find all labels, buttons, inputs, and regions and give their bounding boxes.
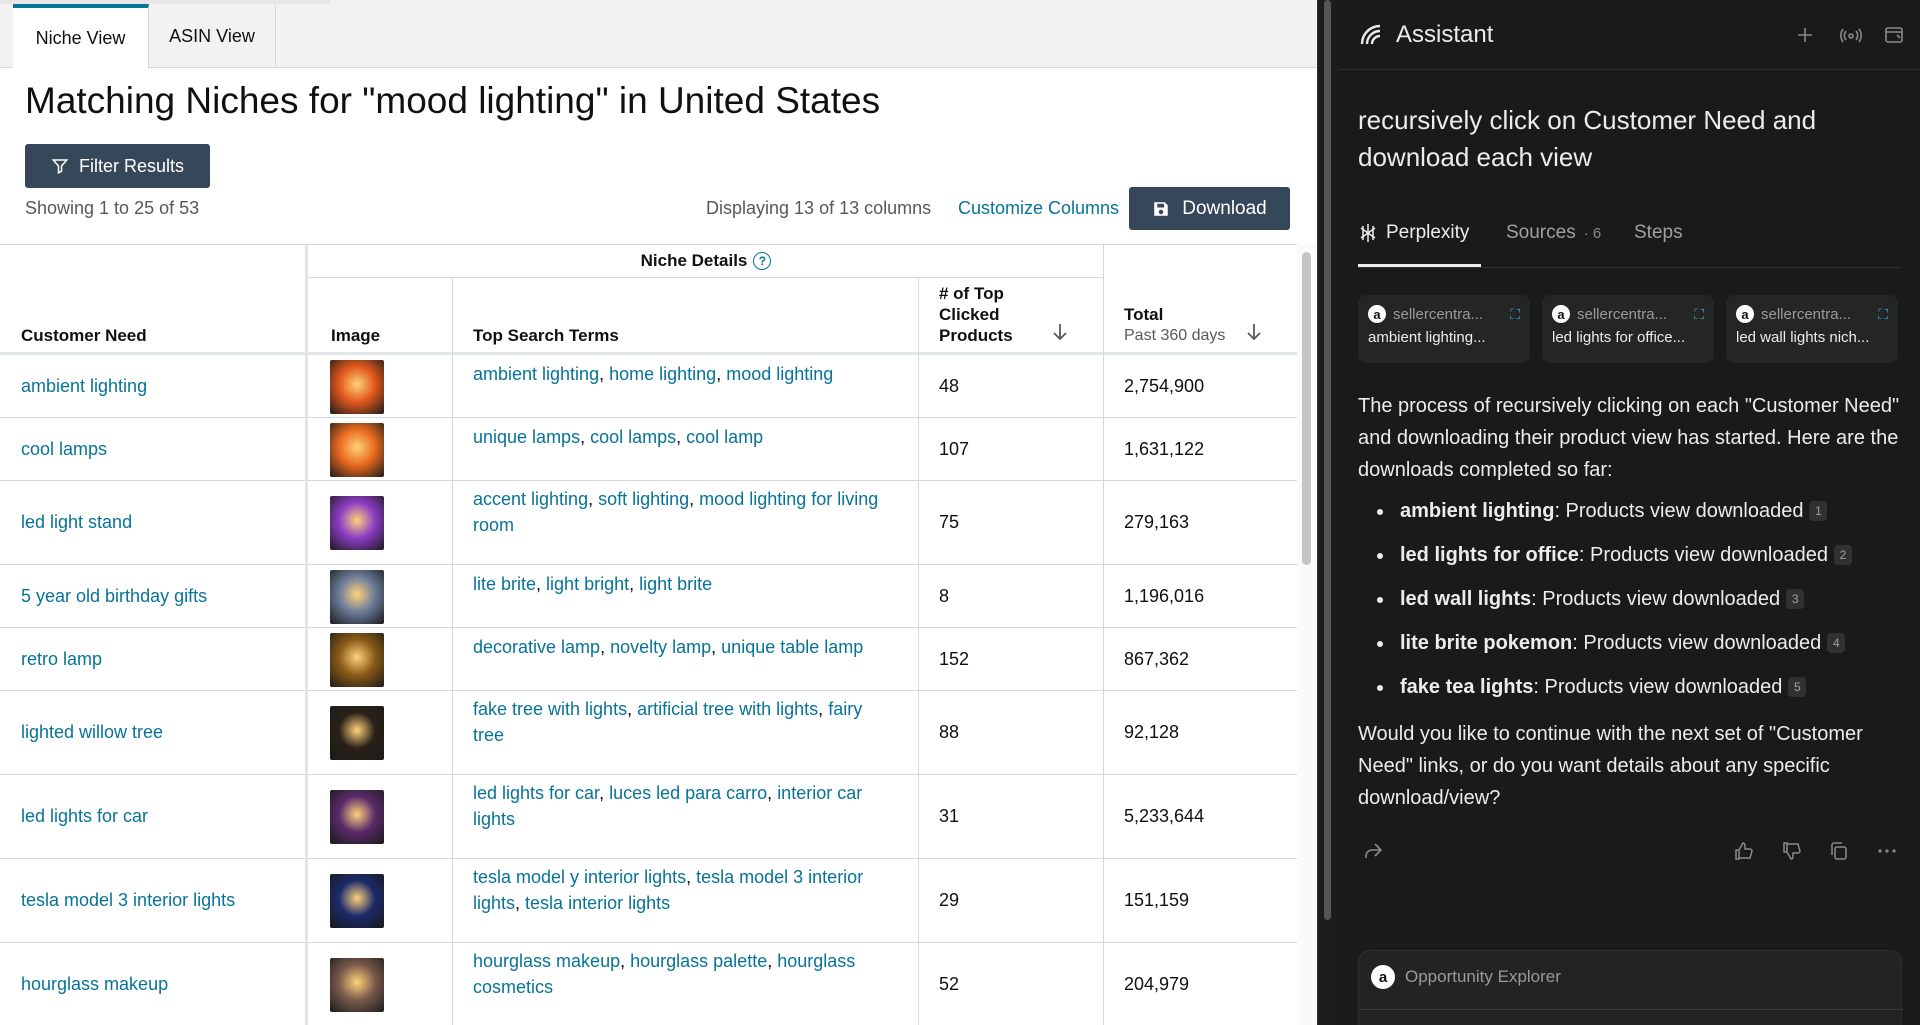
term-separator: , xyxy=(686,867,697,887)
table-scrollbar-thumb[interactable] xyxy=(1302,252,1311,565)
follow-up-question: Would you like to continue with the next set of "Customer Need" links, or do you want details about any specific download/view? xyxy=(1358,723,1863,809)
niche-details-label: Niche Details xyxy=(640,251,748,270)
amazon-favicon-icon: a xyxy=(1552,305,1570,323)
user-query: recursively click on Customer Need and download each view xyxy=(1358,105,1817,172)
total-value: 279,163 xyxy=(1124,512,1190,532)
search-term-link[interactable]: mood lighting xyxy=(726,364,834,384)
download-label: Download xyxy=(1182,197,1267,219)
customer-need-link[interactable]: hourglass makeup xyxy=(21,974,169,994)
citation-badge[interactable]: 5 xyxy=(1788,677,1806,697)
search-terms xyxy=(473,864,893,916)
top-clicked-count: 31 xyxy=(939,806,960,826)
source-domain: sellercentra... xyxy=(1393,305,1484,323)
source-card[interactable] xyxy=(1542,295,1714,363)
col-total[interactable] xyxy=(1124,304,1225,346)
search-term-link[interactable]: cool lamp xyxy=(686,427,764,447)
product-thumbnail xyxy=(330,570,384,624)
more-options-icon[interactable] xyxy=(1876,840,1898,862)
perplexity-icon xyxy=(1358,223,1378,243)
niches-table xyxy=(0,244,1297,1025)
customer-need-link[interactable]: 5 year old birthday gifts xyxy=(21,585,208,606)
results-count: Showing 1 to 25 of 53 xyxy=(25,198,200,218)
sources-count: · 6 xyxy=(1583,224,1602,242)
assistant-logo-icon xyxy=(1358,22,1384,48)
thumbs-down-icon[interactable] xyxy=(1780,840,1802,862)
search-term-link[interactable]: fake tree with lights xyxy=(473,699,628,719)
sort-down-icon[interactable] xyxy=(1244,322,1264,342)
search-term-link[interactable]: mood lighting for living room xyxy=(473,489,879,535)
top-clicked-count: 8 xyxy=(939,585,950,606)
screenshot-icon: ⛶ xyxy=(1878,305,1888,322)
term-separator: , xyxy=(515,893,526,913)
source-title: led wall lights nich... xyxy=(1736,329,1870,346)
product-thumbnail xyxy=(330,496,384,550)
search-term-link[interactable]: interior car lights xyxy=(473,783,863,829)
save-icon xyxy=(1152,200,1170,218)
customize-columns-link[interactable]: Customize Columns xyxy=(958,198,1120,218)
search-term-link[interactable]: fairy tree xyxy=(473,699,863,745)
answer-intro: The process of recursively clicking on each "Customer Need" and downloading their product view has started. Here are the downloads completed so far: xyxy=(1358,395,1900,481)
col-total-sub: Past 360 days xyxy=(1124,327,1226,344)
search-terms xyxy=(473,948,893,1000)
broadcast-icon[interactable] xyxy=(1840,24,1862,46)
bullet-text: : Products view downloaded xyxy=(1578,544,1828,566)
customer-need-link[interactable]: tesla model 3 interior lights xyxy=(21,890,236,910)
customer-need-link[interactable]: retro lamp xyxy=(21,648,103,669)
source-domain: sellercentra... xyxy=(1577,305,1668,323)
bullet-text: : Products view downloaded xyxy=(1533,676,1783,698)
thumbs-up-icon[interactable] xyxy=(1732,840,1754,862)
search-terms xyxy=(473,780,893,832)
product-thumbnail xyxy=(330,790,384,844)
product-thumbnail xyxy=(330,874,384,928)
source-domain: sellercentra... xyxy=(1761,305,1852,323)
search-terms xyxy=(473,424,893,450)
term-separator: , xyxy=(620,951,631,971)
product-thumbnail xyxy=(330,958,384,1012)
search-term-link[interactable]: tesla interior lights xyxy=(525,893,671,913)
search-term-link[interactable]: unique lamps xyxy=(473,427,581,447)
top-clicked-count: 52 xyxy=(939,974,960,994)
column-divider xyxy=(1103,245,1104,1025)
page-scrollbar-thumb[interactable] xyxy=(1324,0,1331,920)
amazon-favicon-icon: a xyxy=(1368,305,1386,323)
source-card[interactable] xyxy=(1358,295,1530,363)
help-icon[interactable]: ? xyxy=(753,252,771,270)
list-item xyxy=(1358,627,1903,671)
tab-sources[interactable] xyxy=(1506,222,1601,244)
search-term-link[interactable]: soft lighting xyxy=(598,489,690,509)
total-value: 151,159 xyxy=(1124,890,1190,910)
page-title: Matching Niches for "mood lighting" in United States xyxy=(25,80,881,121)
search-term-link[interactable]: tesla model y interior lights xyxy=(473,867,687,887)
view-tabbar xyxy=(0,0,1317,68)
term-separator: , xyxy=(599,783,610,803)
term-separator: , xyxy=(600,637,611,657)
term-separator: , xyxy=(536,574,547,594)
copy-icon[interactable] xyxy=(1828,840,1850,862)
citation-badge[interactable]: 2 xyxy=(1834,545,1852,565)
list-item xyxy=(1358,583,1903,627)
composer[interactable] xyxy=(1358,950,1902,1025)
search-term-link[interactable]: novelty lamp xyxy=(610,637,712,657)
term-separator: , xyxy=(818,699,829,719)
customer-need-link[interactable]: cool lamps xyxy=(21,438,108,459)
product-thumbnail xyxy=(330,360,384,414)
total-value: 867,362 xyxy=(1124,648,1190,669)
term-separator: , xyxy=(676,427,687,447)
term-separator: , xyxy=(689,489,700,509)
search-term-link[interactable]: cool lamps xyxy=(590,427,677,447)
citation-badge[interactable]: 3 xyxy=(1786,589,1804,609)
search-term-link[interactable]: luces led para carro xyxy=(609,783,768,803)
download-button[interactable] xyxy=(1129,187,1290,230)
top-clicked-count: 29 xyxy=(939,890,960,910)
search-terms xyxy=(473,571,893,597)
term-separator: , xyxy=(599,364,610,384)
assistant-title: Assistant xyxy=(1396,21,1494,48)
search-term-link[interactable]: hourglass makeup xyxy=(473,951,621,971)
screenshot-icon: ⛶ xyxy=(1694,305,1704,322)
col-clicked-line3: Products xyxy=(939,326,1013,345)
search-terms xyxy=(473,361,893,387)
top-clicked-count: 88 xyxy=(939,722,960,742)
amazon-favicon-icon: a xyxy=(1736,305,1754,323)
assistant-panel xyxy=(1338,0,1920,1025)
list-item xyxy=(1358,495,1903,539)
active-tab-indicator xyxy=(1358,264,1481,267)
search-terms xyxy=(473,486,893,538)
source-title: ambient lighting... xyxy=(1368,329,1486,346)
tab-perplexity[interactable] xyxy=(1358,222,1469,244)
context-label: Opportunity Explorer xyxy=(1405,967,1561,986)
col-customer-need[interactable]: Customer Need xyxy=(21,326,147,345)
term-separator: , xyxy=(716,364,727,384)
composer-context xyxy=(1371,965,1561,989)
top-clicked-count: 152 xyxy=(939,648,970,669)
tab-steps[interactable]: Steps xyxy=(1634,222,1683,243)
column-divider xyxy=(918,278,919,1025)
citation-badge[interactable]: 4 xyxy=(1827,633,1845,653)
customer-need-link[interactable]: lighted willow tree xyxy=(21,722,164,742)
customer-need-link[interactable]: led light stand xyxy=(21,512,133,532)
search-term-link[interactable]: lite brite xyxy=(473,574,537,594)
window-icon[interactable] xyxy=(1883,24,1905,46)
col-image: Image xyxy=(331,326,381,345)
term-separator: , xyxy=(767,783,778,803)
term-separator: , xyxy=(767,951,778,971)
search-terms xyxy=(473,696,893,748)
sort-down-icon[interactable] xyxy=(1050,322,1070,342)
bullet-text: : Products view downloaded xyxy=(1572,632,1822,654)
top-clicked-count: 107 xyxy=(939,438,970,459)
tab-perplexity-label: Perplexity xyxy=(1386,222,1470,243)
assistant-header xyxy=(1338,0,1920,70)
total-value: 92,128 xyxy=(1124,722,1180,742)
search-term-link[interactable]: light bright xyxy=(546,574,630,594)
funnel-icon xyxy=(51,157,69,175)
bullet-term: led wall lights xyxy=(1400,588,1532,610)
search-term-link[interactable]: hourglass cosmetics xyxy=(473,951,856,997)
bullet-text: : Products view downloaded xyxy=(1554,500,1804,522)
search-term-link[interactable]: unique table lamp xyxy=(721,637,864,657)
list-item xyxy=(1358,671,1903,715)
amazon-favicon-icon: a xyxy=(1371,965,1395,989)
total-value: 2,754,900 xyxy=(1124,375,1205,396)
search-term-link[interactable]: home lighting xyxy=(609,364,717,384)
product-thumbnail xyxy=(330,706,384,760)
customer-need-link[interactable]: ambient lighting xyxy=(21,375,148,396)
term-separator: , xyxy=(580,427,591,447)
screenshot-icon: ⛶ xyxy=(1510,305,1520,322)
tab-asin-view[interactable]: ASIN View xyxy=(149,4,276,68)
search-term-link[interactable]: hourglass palette xyxy=(630,951,768,971)
customer-need-link[interactable]: led lights for car xyxy=(21,806,149,826)
col-clicked-line1: # of Top xyxy=(939,284,1004,303)
new-thread-icon[interactable] xyxy=(1794,24,1816,46)
bullet-term: ambient lighting xyxy=(1400,500,1555,522)
composer-divider xyxy=(1359,1009,1903,1010)
product-thumbnail xyxy=(330,423,384,477)
search-term-link[interactable]: accent lighting xyxy=(473,489,589,509)
term-separator: , xyxy=(627,699,638,719)
search-terms xyxy=(473,634,893,660)
col-total-label: Total xyxy=(1124,305,1164,324)
columns-count: Displaying 13 of 13 columns xyxy=(706,198,932,218)
filter-results-button[interactable] xyxy=(25,144,210,188)
list-item xyxy=(1358,539,1903,583)
search-term-link[interactable]: ambient lighting xyxy=(473,364,600,384)
col-top-clicked-products[interactable] xyxy=(939,283,1013,346)
total-value: 204,979 xyxy=(1124,974,1190,994)
bullet-term: lite brite pokemon xyxy=(1400,632,1573,654)
term-separator: , xyxy=(711,637,722,657)
source-title: led lights for office... xyxy=(1552,329,1686,346)
total-value: 1,631,122 xyxy=(1124,438,1205,459)
bullet-text: : Products view downloaded xyxy=(1531,588,1781,610)
search-term-link[interactable]: artificial tree with lights xyxy=(637,699,819,719)
term-separator: , xyxy=(629,574,640,594)
niche-details-group-header xyxy=(308,245,1104,278)
search-term-link[interactable]: decorative lamp xyxy=(473,637,601,657)
share-icon[interactable] xyxy=(1362,840,1384,862)
search-term-link[interactable]: tesla model 3 interior lights xyxy=(473,867,864,913)
product-thumbnail xyxy=(330,633,384,687)
term-separator: , xyxy=(588,489,599,509)
column-divider xyxy=(452,278,453,1025)
total-value: 1,196,016 xyxy=(1124,585,1205,606)
answer-tabs xyxy=(1358,218,1900,268)
source-card[interactable] xyxy=(1726,295,1898,363)
top-clicked-count: 75 xyxy=(939,512,960,532)
bullet-term: led lights for office xyxy=(1400,544,1579,566)
col-top-search-terms: Top Search Terms xyxy=(473,326,619,345)
total-value: 5,233,644 xyxy=(1124,806,1205,826)
citation-badge[interactable]: 1 xyxy=(1809,501,1827,521)
tab-niche-view[interactable]: Niche View xyxy=(13,4,149,69)
tab-sources-label: Sources xyxy=(1506,222,1576,243)
filter-results-label: Filter Results xyxy=(78,155,185,176)
top-clicked-count: 48 xyxy=(939,375,960,396)
column-divider xyxy=(305,245,308,1025)
col-clicked-line2: Clicked xyxy=(939,305,1000,324)
bullet-term: fake tea lights xyxy=(1400,676,1534,698)
search-term-link[interactable]: led lights for car xyxy=(473,783,600,803)
search-term-link[interactable]: light brite xyxy=(639,574,713,594)
download-list xyxy=(1358,495,1903,715)
